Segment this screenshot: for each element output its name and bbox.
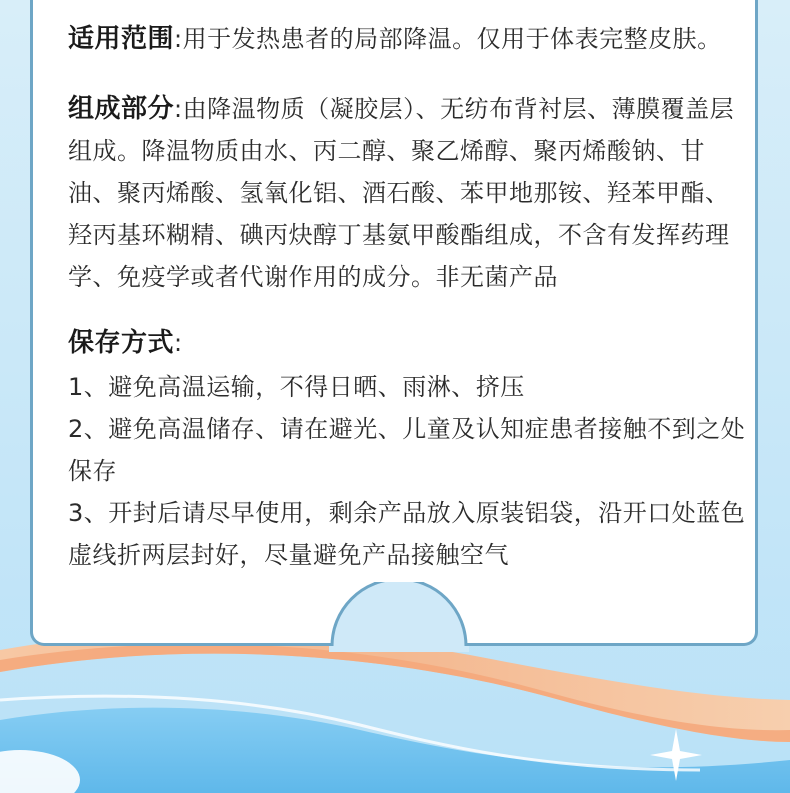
composition-heading: 组成部分 — [68, 94, 175, 124]
storage-heading-row — [68, 322, 183, 364]
composition-section — [68, 88, 748, 298]
scope-section — [68, 18, 768, 60]
list-item: 2、避免高温储存、请在避光、儿童及认知症患者接触不到之处保存 — [68, 415, 746, 485]
scope-colon: : — [174, 25, 183, 53]
storage-colon: : — [174, 329, 183, 357]
card-notch — [329, 582, 469, 652]
scope-text: 用于发热患者的局部降温。仅用于体表完整皮肤。 — [182, 25, 722, 53]
scope-heading: 适用范围 — [68, 24, 175, 54]
storage-heading: 保存方式 — [68, 328, 175, 358]
composition-text: 由降温物质（凝胶层）、无纺布背衬层、薄膜覆盖层组成。降温物质由水、丙二醇、聚乙烯醇、聚丙烯酸钠、甘油、聚丙烯酸、氢氧化铝、酒石酸、苯甲地那铵、羟苯甲酯、羟丙基环糊精、碘丙炔醇丁基氨甲酸酯组成，不含有发挥药理学、免疫学或者代谢作用的成分。非无菌产品 — [68, 95, 735, 291]
storage-list — [68, 366, 748, 576]
list-item: 3、开封后请尽早使用，剩余产品放入原装铝袋，沿开口处蓝色虚线折两层封好，尽量避免产品接触空气 — [68, 499, 746, 569]
composition-colon: : — [174, 95, 183, 123]
list-item: 1、避免高温运输，不得日晒、雨淋、挤压 — [68, 373, 525, 401]
